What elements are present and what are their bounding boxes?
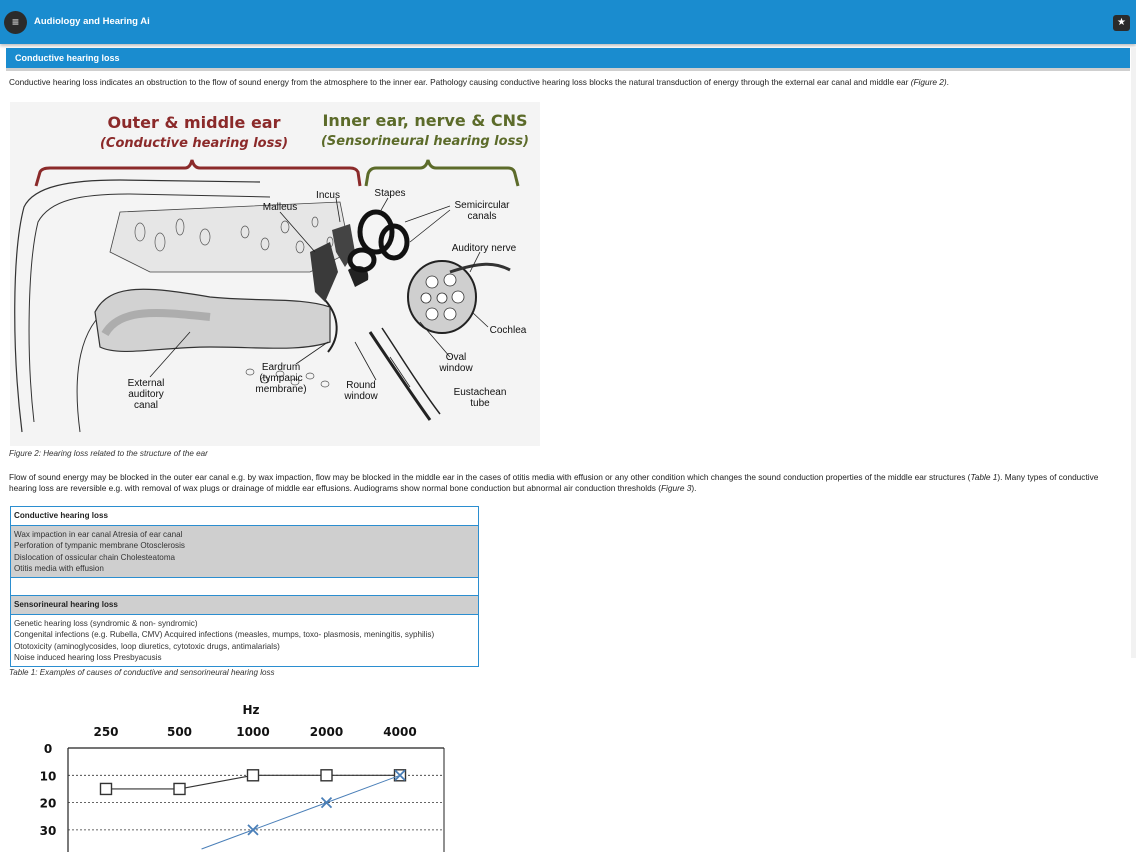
label-oval-1: Oval: [445, 352, 467, 363]
label-round-2: window: [344, 391, 378, 402]
y-tick-label: 30: [39, 823, 57, 838]
inner-ear-bracket: [366, 160, 518, 186]
flow-text-2: ). Many types of conductive hearing loss are reversible e.g. with removal of wax plugs or drainage of middle ear effusions. Audiograms show normal bone conduction but abnormal air conduction thresholds (: [9, 472, 1099, 493]
label-round-1: Round: [346, 380, 376, 391]
label-eardrum-1: Eardrum: [261, 362, 301, 373]
causes-table: [10, 506, 479, 667]
label-auditory-nerve: Auditory nerve: [451, 243, 517, 254]
data-point-square: [174, 783, 185, 794]
inner-ear-title: Inner ear, nerve & CNS: [322, 111, 528, 130]
table-row: Ototoxicity (aminoglycosides, loop diuretics, cytotoxic drugs, antimalarials): [14, 641, 280, 651]
intro-text: Conductive hearing loss indicates an obstruction to the flow of sound energy from the atmosphere to the inner ear. Pathology causing conductive hearing loss blocks the natural transduction of energy through the external ear canal and middle ear: [9, 77, 909, 87]
y-tick-label: 10: [39, 769, 57, 784]
x-tick-label: 250: [93, 725, 119, 739]
label-malleus: Malleus: [262, 202, 298, 213]
app-bar: [0, 0, 1136, 44]
chart-title: Hz: [242, 703, 260, 717]
inner-ear-subtitle: (Sensorineural hearing loss): [320, 134, 530, 149]
data-point-cross: [322, 798, 332, 808]
audiogram-chart: [26, 700, 456, 852]
label-external-2: auditory: [128, 389, 164, 400]
section-divider: [6, 68, 1130, 71]
content-area: [6, 48, 1130, 852]
app-title: Audiology and Hearing Ai: [34, 16, 150, 27]
sensorineural-rows: [11, 615, 478, 666]
eustachean-tube-wall: [382, 328, 440, 414]
table-row: Perforation of tympanic membrane Otosclerosis: [14, 541, 185, 551]
conductive-rows: [11, 526, 478, 577]
eustachean-tube-shape: [370, 332, 430, 420]
ear-anatomy-svg: [10, 102, 540, 446]
outer-ear-bracket: [36, 160, 360, 186]
label-stapes: Stapes: [374, 188, 406, 199]
table-1-link[interactable]: Table 1: [970, 472, 998, 482]
star-icon[interactable]: ★: [1113, 15, 1130, 31]
data-point-square: [101, 783, 112, 794]
y-tick-label: 0: [43, 742, 53, 756]
data-point-square: [248, 770, 259, 781]
series-line: [202, 775, 400, 849]
x-tick-label: 1000: [236, 725, 270, 739]
table-row: Congenital infections (e.g. Rubella, CMV) Acquired infections (measles, mumps, toxo- plasmosis, meningitis, syphilis): [14, 630, 435, 640]
table-row: Otitis media with effusion: [14, 563, 104, 573]
outer-ear-title: Outer & middle ear: [107, 113, 281, 132]
label-eustachean-2: tube: [470, 398, 490, 409]
ear-canal: [95, 289, 330, 351]
flow-text-1: Flow of sound energy may be blocked in the outer ear canal e.g. by wax impaction, flow may be blocked in the middle ear in the cases of otitis media with effusion or any other condition which changes the sound conduction properties of the middle ear structures (: [9, 472, 971, 482]
conductive-header: Conductive hearing loss: [11, 507, 478, 526]
flow-text-3: ).: [691, 483, 697, 493]
x-tick-label: 2000: [309, 725, 344, 739]
section-title: Conductive hearing loss: [6, 48, 1130, 68]
label-external-3: canal: [134, 400, 158, 411]
label-eustachean-1: Eustachean: [453, 387, 507, 398]
sensorineural-header: Sensorineural hearing loss: [11, 596, 478, 615]
label-cochlea: Cochlea: [489, 325, 527, 336]
label-oval-2: window: [439, 363, 473, 374]
figure-2-link[interactable]: (Figure 2): [910, 77, 947, 87]
label-eardrum-2: (tympanic: [259, 373, 303, 384]
semicircular-canals: [350, 212, 407, 270]
intro-end: .: [946, 77, 949, 87]
menu-icon[interactable]: ≡: [4, 11, 27, 34]
table-row: Wax impaction in ear canal Atresia of ear canal: [14, 530, 183, 539]
label-external-1: External: [127, 378, 165, 389]
figure-3-link[interactable]: Figure 3: [660, 483, 692, 493]
label-semicircular-1: Semicircular: [454, 200, 510, 211]
x-tick-label: 500: [166, 725, 193, 739]
table-row: Dislocation of ossicular chain Cholesteatoma: [14, 552, 176, 562]
y-tick-label: 20: [39, 796, 57, 811]
table-spacer: [11, 577, 478, 596]
outer-ear-subtitle: (Conductive hearing loss): [99, 136, 289, 151]
table-row: Noise induced hearing loss Presbyacusis: [14, 653, 162, 663]
ear-anatomy-figure: [10, 102, 540, 446]
table-1-caption: Table 1: Examples of causes of conductive and sensorineural hearing loss: [9, 668, 275, 677]
audiogram-svg: [26, 700, 456, 852]
intro-paragraph: [9, 77, 1127, 88]
label-incus: Incus: [316, 190, 340, 201]
label-semicircular-2: canals: [467, 211, 497, 222]
figure-2-caption: Figure 2: Hearing loss related to the structure of the ear: [9, 449, 208, 458]
flow-paragraph: [9, 472, 1125, 494]
scrollbar[interactable]: [1131, 48, 1136, 658]
data-point-square: [321, 770, 332, 781]
table-row: Genetic hearing loss (syndromic & non- syndromic): [14, 619, 198, 629]
x-tick-label: 4000: [383, 725, 417, 739]
label-eardrum-3: membrane): [255, 384, 307, 395]
